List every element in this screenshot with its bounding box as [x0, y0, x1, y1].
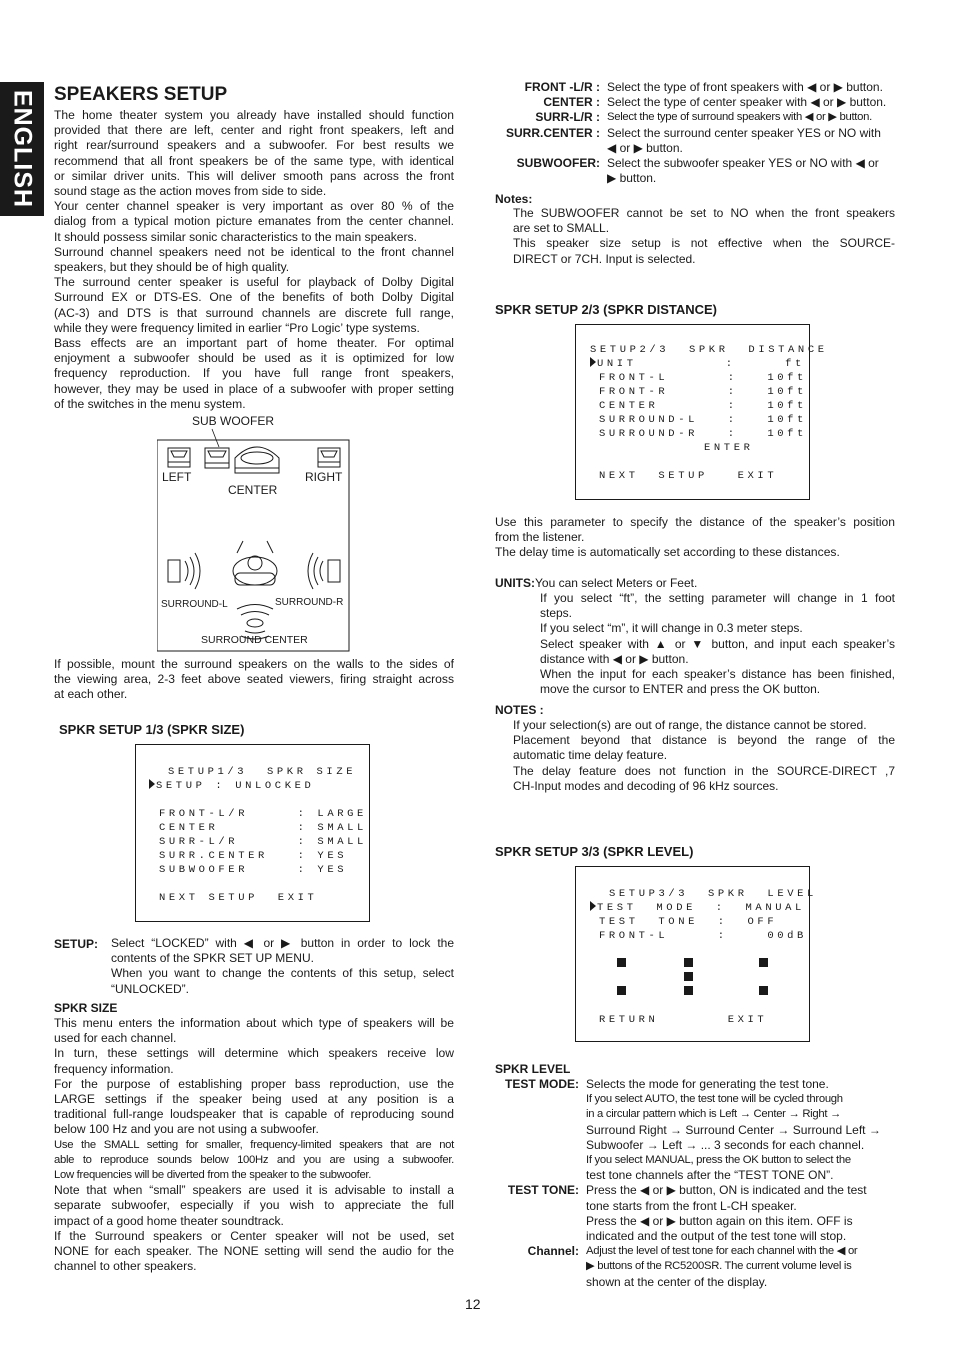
surround-r-label: SURROUND-R: [275, 597, 344, 608]
screen-line: SURROUND-R : 10ft: [599, 428, 807, 440]
definition-label: TEST MODE:: [505, 1077, 579, 1091]
surround-r-speaker-icon: [308, 553, 340, 589]
text-line: move the cursor to ENTER and press the OK button.: [540, 682, 821, 697]
screen-cursor-line: [590, 357, 805, 371]
definition-label: CENTER :: [543, 95, 600, 110]
setup-definition: [111, 936, 454, 997]
text-line: enjoyment a subwoofer should be used as it is optimized for low: [54, 351, 454, 366]
definition-text: Press the ◀ or ▶ button, ON is indicated and the test: [586, 1183, 867, 1198]
text-line: Use this parameter to specify the distance of the speaker’s position: [495, 515, 895, 529]
screen-cursor-line: [590, 901, 805, 915]
listener-icon: [233, 541, 277, 585]
text-line: It should possess similar sonic characteristics to the main speakers.: [54, 229, 417, 244]
text-line: of the switches in the menu system.: [54, 396, 246, 411]
text-line: DIRECT or 7CH. Input is selected.: [513, 251, 696, 266]
definition-label: SUBWOOFER:: [516, 156, 600, 171]
screen-line: ENTER: [704, 442, 754, 454]
distance-notes: [513, 718, 895, 794]
text-line: frequency information.: [54, 1061, 174, 1076]
text-line: Your center channel speaker is very important as over 80 % of the: [54, 199, 454, 214]
definition-label: FRONT -L/R :: [524, 80, 600, 94]
text-line: Select “LOCKED” with ◀ or ▶ button in order to lock the: [111, 936, 454, 950]
text-line: automatic time delay feature.: [513, 748, 668, 763]
definition-row: [495, 1183, 895, 1244]
subwoofer-speaker-icon: [205, 448, 229, 468]
screen-line: SETUP : UNLOCKED: [156, 780, 315, 792]
text-line: Use the SMALL setting for smaller, frequency-limited speakers that are not: [54, 1138, 454, 1151]
text-line: right rear/surround speakers and a subwoofer. For best results we: [54, 138, 454, 153]
definition-text: If you select MANUAL, press the OK button to select the: [586, 1154, 851, 1167]
text-line: CH-Input modes and decoding of 96 kHz sources.: [513, 778, 779, 793]
left-label: LEFT: [162, 470, 192, 484]
mount-lines: [54, 657, 454, 703]
text-line: The home theater system you already have installed should function: [54, 108, 454, 122]
language-tab: [0, 82, 44, 216]
definition-row: [495, 156, 895, 186]
text-line: (AC-3) and DTS is that surround channels are discrete full range,: [54, 305, 454, 320]
definition-label: SURR.CENTER :: [505, 125, 600, 140]
definition-row: [495, 1077, 895, 1183]
definition-label: SURR-L/R :: [535, 110, 600, 125]
text-line: impact of a good home theater soundtrack.: [54, 1213, 284, 1228]
screen-line: TEST TONE : OFF: [599, 916, 778, 928]
text-line: The delay feature does not function in the SOURCE-DIRECT ,7: [513, 763, 895, 778]
text-line: Low frequencies will be diverted from the speaker to the subwoofer.: [54, 1169, 372, 1182]
section-title: SPEAKERS SETUP: [54, 84, 228, 105]
left-speaker-icon: [168, 448, 190, 467]
screen-line: SURROUND-L : 10ft: [599, 414, 807, 426]
spkr-level-screen: [575, 866, 817, 1042]
level-indicator: [684, 958, 693, 967]
text-line: The surround center speaker is useful for playback of Dolby Digital: [54, 275, 454, 290]
text-line: or similar driver units. This will deliver smooth pans across the front: [54, 168, 454, 183]
text-line: recommend that all front speakers be of the same type, with identical: [54, 153, 454, 168]
text-line: Note that when “small” speakers are used it is advisable to install a: [54, 1183, 454, 1198]
screen-line: SURR-L/R : SMALL: [159, 836, 367, 848]
text-line: When the input for each speaker’s distance has been finished,: [540, 667, 895, 682]
definition-text: Press the ◀ or ▶ button again on this item. OFF is: [586, 1213, 853, 1228]
screen-cursor-line: [149, 779, 314, 793]
units-row: [495, 576, 697, 590]
text-line: provided that there are left, center and right front speakers, left and: [54, 123, 454, 138]
text-line: sound stage as the action moves from side to side.: [54, 184, 327, 199]
screen-line: NEXT SETUP EXIT: [599, 470, 778, 482]
screen-line: FRONT-L : 00dB: [599, 930, 807, 942]
text-line: The delay time is automatically set according to these distances.: [495, 545, 840, 560]
text-line: speakers, but they should be of high quality.: [54, 260, 290, 275]
definition-row: [495, 126, 895, 156]
intro-lines: [54, 108, 454, 412]
definition-text: Select the type of surround speakers with ◀ or ▶ button.: [607, 111, 872, 124]
text-line: steps.: [540, 606, 573, 621]
text-line: traditional full-range loudspeaker that is capable of reproducing sound: [54, 1107, 454, 1122]
text-line: “UNLOCKED”.: [111, 981, 190, 996]
definition-text: shown at the center of the display.: [586, 1274, 768, 1289]
spkr-distance-title: SPKR SETUP 2/3 (SPKR DISTANCE): [495, 302, 718, 317]
text-line: at each other.: [54, 687, 128, 702]
definition-text: Select the subwoofer speaker YES or NO with ◀ or: [607, 156, 879, 171]
definition-text: in a circular pattern which is Left → Center → Right →: [586, 1108, 842, 1121]
text-line: Placement beyond that distance is beyond the range of the: [513, 733, 895, 748]
right-speaker-icon: [318, 448, 340, 467]
notes-label: Notes:: [495, 192, 533, 206]
text-line: channel to other speakers.: [54, 1259, 197, 1274]
text-line: are set to SMALL.: [513, 221, 610, 236]
spkr-distance-screen: [575, 324, 828, 500]
text-line: Bass effects are an important part of home theater. For optimal: [54, 336, 454, 351]
distance-intro-lines: [495, 515, 895, 561]
text-line: This speaker size setup is not effective when the SOURCE-: [513, 236, 895, 251]
level-indicator: [684, 972, 693, 981]
text-line: If possible, mount the surround speakers on the walls to the sides of: [54, 657, 454, 671]
spkr-size-subhead: SPKR SIZE: [54, 1001, 118, 1015]
definition-label: Channel:: [527, 1244, 579, 1259]
text-line: from the listener.: [495, 530, 585, 545]
text-line: LARGE settings if the speaker being used at any position is a: [54, 1092, 454, 1107]
text-line: the viewing area, 2-3 feet above seated viewers, firing straight across: [54, 672, 454, 687]
text-line: If the Surround speakers or Center speaker will not be used, set: [54, 1228, 454, 1243]
screen-line: NEXT SETUP EXIT: [159, 892, 318, 904]
diagram-art: [157, 413, 354, 653]
text-line: If you select “m”, it will change in 0.3 meter steps.: [540, 621, 803, 636]
definition-row: [495, 95, 895, 110]
text-line: If your selection(s) are out of range, the distance cannot be stored.: [513, 718, 867, 732]
setup-label: SETUP:: [54, 937, 99, 951]
size-notes: [513, 206, 895, 267]
level-definitions: [495, 1077, 895, 1290]
text-line: NONE for each speaker. The NONE setting will send the audio for the: [54, 1244, 454, 1259]
size-body-lines: [54, 1016, 454, 1274]
level-indicator: [617, 958, 626, 967]
definition-text: tone starts from the front L-CH speaker.: [586, 1198, 797, 1213]
text-line: while they were frequency limited in earlier “Pro Logic’ type systems.: [54, 320, 420, 335]
surround-l-label: SURROUND-L: [161, 599, 228, 610]
right-label: RIGHT: [305, 470, 343, 484]
text-line: frequency reproduction. If you have full range front speakers,: [54, 366, 454, 381]
screen-line: CENTER : 10ft: [599, 400, 807, 412]
screen-line: RETURN EXIT: [599, 1014, 768, 1026]
spkr-size-title: SPKR SETUP 1/3 (SPKR SIZE): [59, 722, 245, 737]
definition-text: Select the type of front speakers with ◀ or ▶ button.: [607, 80, 883, 94]
screen-line: SETUP3/3 SPKR LEVEL: [609, 888, 817, 900]
cursor-icon: [149, 779, 155, 789]
spkr-size-screen: [135, 744, 370, 922]
text-line: used for each channel.: [54, 1031, 177, 1046]
screen-line: FRONT-R : 10ft: [599, 386, 807, 398]
definition-text: ◀ or ▶ button.: [607, 140, 683, 155]
definition-label: TEST TONE:: [507, 1183, 579, 1198]
screen-line: TEST MODE : MANUAL: [597, 902, 805, 914]
text-line: When you want to change the contents of this setup, select: [111, 966, 454, 981]
screen-line: CENTER : SMALL: [159, 822, 367, 834]
intro-paragraph: [54, 108, 454, 412]
page-number: 12: [465, 1296, 481, 1312]
definition-text: indicated and the output of the test tone will stop.: [586, 1229, 847, 1244]
units-label: UNITS:: [495, 576, 535, 590]
text-line: distance with ◀ or ▶ button.: [540, 651, 689, 666]
definition-text: ▶ button.: [607, 171, 657, 186]
definition-row: [495, 110, 895, 125]
speaker-layout-diagram: [157, 413, 354, 653]
screen-line: SETUP1/3 SPKR SIZE: [168, 766, 357, 778]
screen-line: SETUP2/3 SPKR DISTANCE: [590, 344, 828, 356]
definition-text: test tone channels after the “TEST TONE ON”.: [586, 1168, 834, 1183]
mount-paragraph: [54, 657, 454, 703]
distance-notes-label: NOTES :: [495, 703, 544, 717]
definition-text: Adjust the level of test tone for each channel with the ◀ or: [586, 1245, 858, 1258]
screen-line: UNIT : ft: [597, 358, 805, 370]
surround-center-label: SURROUND CENTER: [201, 634, 308, 646]
level-indicator: [684, 986, 693, 995]
sub-woofer-label: SUB WOOFER: [192, 414, 275, 428]
screen-line: SURR.CENTER : YES: [159, 850, 348, 862]
level-indicator: [617, 986, 626, 995]
definition-text: ▶ buttons of the RC5200SR. The current volume level is: [586, 1260, 852, 1273]
cursor-icon: [590, 901, 596, 911]
units-first: You can select Meters or Feet.: [535, 576, 698, 590]
screen-line: SUBWOOFER : YES: [159, 864, 348, 876]
screen-line: FRONT-L/R : LARGE: [159, 808, 367, 820]
text-line: below 100 Hz and you are not using a subwoofer.: [54, 1122, 319, 1137]
units-lines: [540, 591, 895, 697]
level-indicator: [759, 986, 768, 995]
text-line: Surround channel speakers need not be identical to the front channel: [54, 244, 454, 259]
definition-text: Select the surround center speaker YES or NO with: [607, 125, 881, 140]
text-line: If you select “ft”, the setting parameter will change in 1 foot: [540, 591, 895, 605]
text-line: For the purpose of establishing proper bass reproduction, use the: [54, 1076, 454, 1091]
text-line: This menu enters the information about which type of speakers will be: [54, 1016, 454, 1030]
surround-l-speaker-icon: [168, 553, 200, 589]
definition-text: Select the type of center speaker with ◀ or ▶ button.: [607, 95, 887, 110]
text-line: separate subwoofer, especially if you wish to appreciate the full: [54, 1198, 454, 1213]
spkr-size-body: [54, 1016, 454, 1274]
center-speaker-icon: [235, 447, 279, 473]
text-line: contents of the SPKR SET UP MENU.: [111, 951, 314, 966]
text-line: able to reproduce sounds below 100Hz and you are using a subwoofer.: [54, 1153, 454, 1166]
center-label: CENTER: [228, 483, 278, 497]
text-line: however, they may be used in place of a subwoofer with proper setting: [54, 381, 454, 396]
spkr-level-title: SPKR SETUP 3/3 (SPKR LEVEL): [495, 844, 694, 859]
definition-row: [495, 80, 895, 95]
definition-text: If you select AUTO, the test tone will be cycled through: [586, 1093, 843, 1106]
definition-text: Subwoofer → Left → ... 3 seconds for each channel.: [586, 1137, 865, 1152]
screen-line: FRONT-L : 10ft: [599, 372, 807, 384]
cursor-icon: [590, 357, 596, 367]
speaker-type-definitions: [495, 80, 895, 186]
language-tab-label: ENGLISH: [8, 89, 37, 209]
text-line: The SUBWOOFER cannot be set to NO when the front speakers: [513, 206, 895, 220]
distance-intro: [495, 515, 895, 561]
text-line: Surround EX or DTS-ES. One of the benefits of both Dolby Digital: [54, 290, 454, 305]
level-indicator: [759, 958, 768, 967]
spkr-level-subhead: SPKR LEVEL: [495, 1062, 571, 1076]
text-line: Select speaker with ▲ or ▼ button, and input each speaker’s: [540, 636, 895, 651]
text-line: In turn, these settings will determine which speakers receive low: [54, 1046, 454, 1061]
definition-text: Surround Right → Surround Center → Surround Left →: [586, 1122, 881, 1137]
definition-text: Selects the mode for generating the test tone.: [586, 1077, 829, 1091]
definition-row: [495, 1244, 895, 1290]
text-line: dialog from a typical motion picture emanates from the center channel.: [54, 214, 454, 229]
